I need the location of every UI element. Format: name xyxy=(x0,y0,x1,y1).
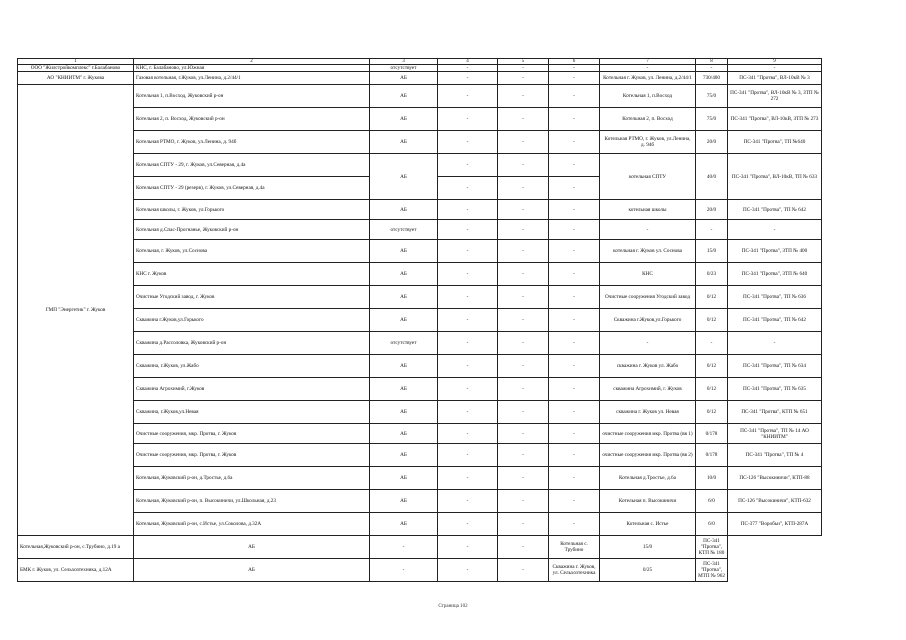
cell-c9: ПС-126 "Высокиничи", КТП-632 xyxy=(728,490,822,513)
cell-c6: - xyxy=(549,490,600,513)
cell-c3: АБ xyxy=(370,240,438,263)
cell-c4: - xyxy=(438,154,498,177)
cell-c6: - xyxy=(549,286,600,309)
cell-c2: Скважина д.Рассоловка, Жуковский р-он xyxy=(134,332,370,355)
table-row xyxy=(18,424,822,444)
cell-c9: ПС-341 "Протва", ТП № 642 xyxy=(728,200,822,220)
cell-c6: - xyxy=(549,513,600,536)
cell-c4: - xyxy=(438,490,498,513)
cell-c2: Газовая котельная, г.Жуков, ул.Ленина, д.2/44/1 xyxy=(134,72,370,85)
cell-c4: - xyxy=(438,85,498,108)
cell-c6: - xyxy=(549,309,600,332)
cell-c2: Очистные сооружения, мкр. Протва, г. Жуков xyxy=(134,444,370,467)
cell-c8: 15/0 xyxy=(600,536,696,559)
cell-c4: - xyxy=(438,220,498,240)
cell-c6: - xyxy=(498,536,549,559)
cell-c3: АБ xyxy=(370,424,438,444)
cell-c2: Котельная школы, г. Жуков, ул.Горького xyxy=(134,200,370,220)
cell-c4: - xyxy=(438,286,498,309)
cell-c6: - xyxy=(549,332,600,355)
cell-c2: Скважина, г.Жуков, ул.Жабо xyxy=(134,355,370,378)
cell-c7: Котельная с. Истье xyxy=(600,513,696,536)
cell-c5: - xyxy=(498,378,549,401)
cell-c5: - xyxy=(498,154,549,177)
cell-c2: Котельная,Жуковский р-он, с.Трубино, д.19 а xyxy=(18,536,134,559)
cell-c3: АБ xyxy=(370,154,438,200)
cell-c9: ПС-341 "Протва", ТП № 4 xyxy=(728,444,822,467)
cell-c4: - xyxy=(438,513,498,536)
cell-c5: - xyxy=(498,467,549,490)
cell-c8: 0/23 xyxy=(696,263,728,286)
cell-c7: КНС xyxy=(600,263,696,286)
table-row xyxy=(18,513,822,536)
cell-c4: - xyxy=(438,72,498,85)
cell-c8: - xyxy=(696,220,728,240)
cell-c5: - xyxy=(498,177,549,200)
cell-c3: отсутствует xyxy=(370,220,438,240)
cell-c3: отсутствует xyxy=(370,65,438,72)
cell-c2: Очистные Угодский завод, г. Жуков xyxy=(134,286,370,309)
cell-c9: ПС-126 "Высокиничи", КТП-88 xyxy=(728,467,822,490)
cell-c8: 20/0 xyxy=(696,200,728,220)
cell-c8: - xyxy=(696,65,728,72)
cell-c3: АБ xyxy=(370,401,438,424)
table-row xyxy=(18,263,822,286)
column-number: 6 xyxy=(549,59,600,65)
cell-c5: - xyxy=(498,490,549,513)
cell-c6: - xyxy=(549,401,600,424)
cell-c2: БМК г. Жуков, ул. Сельхозтехника, д.12А xyxy=(18,559,134,582)
cell-c2: Котельная, Жуковский р-он, д.Тростье, д.6а xyxy=(134,467,370,490)
cell-c6: - xyxy=(549,72,600,85)
cell-c6: - xyxy=(549,108,600,131)
cell-c6: - xyxy=(549,263,600,286)
cell-c2: Котельная д.Спас-Прогнанье, Жуковский р-он xyxy=(134,220,370,240)
cell-c4: - xyxy=(438,240,498,263)
cell-c2: Котельная 2, п. Восход, Жуковский р-он xyxy=(134,108,370,131)
cell-c4: - xyxy=(438,65,498,72)
cell-c3: АБ xyxy=(134,559,370,582)
cell-c5: - xyxy=(498,424,549,444)
cell-c5: - xyxy=(498,131,549,154)
column-number: 4 xyxy=(438,59,498,65)
cell-c7: Котельная п. Высокиничи xyxy=(600,490,696,513)
cell-c8: 0/178 xyxy=(696,424,728,444)
table-row xyxy=(18,332,822,355)
column-number: 3 xyxy=(370,59,438,65)
cell-c9: ПС-341 "Протва", ТП № 14 АО "КНИИТМ" xyxy=(728,424,822,444)
cell-c8: 0/25 xyxy=(600,559,696,582)
cell-c2: КНС, г. Балабаново, ул.Южная xyxy=(134,65,370,72)
cell-c5: - xyxy=(498,513,549,536)
cell-c2: Скважина Агрохимий, г.Жуков xyxy=(134,378,370,401)
cell-c5: - xyxy=(438,536,498,559)
table-row xyxy=(18,65,822,72)
cell-c9: - xyxy=(728,332,822,355)
cell-c7: скважина Агрохимий, г. Жуков xyxy=(600,378,696,401)
cell-c3: АБ xyxy=(370,72,438,85)
cell-c2: КНС г. Жуков xyxy=(134,263,370,286)
table-row xyxy=(18,378,822,401)
table-row xyxy=(18,286,822,309)
cell-c8: - xyxy=(696,332,728,355)
cell-c2: Котельная, г. Жуков, ул.Соснова xyxy=(134,240,370,263)
cell-c7: - xyxy=(600,65,696,72)
table-row xyxy=(18,240,822,263)
cell-c8: 730/400 xyxy=(696,72,728,85)
cell-c9: ПС-341 "Протва", КТП № 651 xyxy=(728,401,822,424)
cell-c5: - xyxy=(498,309,549,332)
table-row xyxy=(18,559,822,582)
cell-c4: - xyxy=(438,309,498,332)
cell-c3: АБ xyxy=(370,131,438,154)
cell-c9: ПС-377 "Воробьи", КТП-287А xyxy=(728,513,822,536)
cell-c8: 10/0 xyxy=(696,467,728,490)
cell-c2: Скважина г.Жуков,ул.Горького xyxy=(134,309,370,332)
cell-c8: 0/178 xyxy=(696,444,728,467)
cell-c5: - xyxy=(498,355,549,378)
cell-c2: Котельная СПТУ - 29, г. Жуков, ул.Северная, д.4а xyxy=(134,154,370,177)
cell-c9: ПС-341 "Протва", ВЛ-10кВ, ТП № 633 xyxy=(728,154,822,200)
table-row xyxy=(18,401,822,424)
cell-c6: - xyxy=(549,444,600,467)
data-table xyxy=(17,58,822,582)
cell-c3: АБ xyxy=(134,536,370,559)
cell-c8: 0/12 xyxy=(696,286,728,309)
cell-c2: Скважина, г.Жуков,ул.Невая xyxy=(134,401,370,424)
cell-c5: - xyxy=(438,559,498,582)
cell-c6: - xyxy=(549,220,600,240)
cell-c9: ПС-341 "Протва", ВЛ-10кВ, ЗТП № 273 xyxy=(728,108,822,131)
cell-c4: - xyxy=(438,177,498,200)
cell-c5: - xyxy=(498,332,549,355)
cell-c3: АБ xyxy=(370,444,438,467)
cell-c3: АБ xyxy=(370,286,438,309)
cell-c2: Котельная 1, п.Восход, Жуковский р-он xyxy=(134,85,370,108)
cell-c8: 40/0 xyxy=(696,154,728,200)
cell-c8: 6/0 xyxy=(696,513,728,536)
cell-c3: АБ xyxy=(370,200,438,220)
column-number: 8 xyxy=(696,59,728,65)
cell-c5: - xyxy=(498,401,549,424)
cell-c4: - xyxy=(438,355,498,378)
cell-c6: - xyxy=(549,467,600,490)
table-row xyxy=(18,200,822,220)
table-row xyxy=(18,131,822,154)
cell-c1: АО "КНИИТМ" г. Жукова xyxy=(18,72,134,85)
table-row xyxy=(18,220,822,240)
cell-c6: - xyxy=(498,559,549,582)
cell-c5: - xyxy=(498,200,549,220)
cell-c8: 20/0 xyxy=(696,131,728,154)
cell-c7: Котельная РТМО, г. Жуков, ул.Ленина, д. 94б xyxy=(600,131,696,154)
cell-c8: 15/0 xyxy=(696,240,728,263)
cell-c2: Котельная, Жуковский р-он, с.Истье, ул.Соколова, д.32А xyxy=(134,513,370,536)
cell-c6: - xyxy=(549,65,600,72)
cell-c4: - xyxy=(438,424,498,444)
cell-c5: - xyxy=(498,65,549,72)
cell-c7: очистные сооружения мкр. Протва (вв 2) xyxy=(600,444,696,467)
table-row xyxy=(18,72,822,85)
table-row xyxy=(18,490,822,513)
column-number: 7 xyxy=(600,59,696,65)
cell-c4: - xyxy=(438,378,498,401)
cell-c8: 0/12 xyxy=(696,401,728,424)
table-row xyxy=(18,108,822,131)
cell-c9: ПС-341 "Протва", ВЛ-10кВ № 3, ЗТП № 272 xyxy=(728,85,822,108)
document-sheet xyxy=(17,58,822,582)
cell-c6: - xyxy=(549,424,600,444)
cell-c8: 75/0 xyxy=(696,108,728,131)
cell-c8: 75/0 xyxy=(696,85,728,108)
cell-c9: ПС-341 "Протва", ЗТП № 400 xyxy=(728,240,822,263)
cell-c4: - xyxy=(438,108,498,131)
cell-c4: - xyxy=(370,559,438,582)
cell-c4: - xyxy=(438,467,498,490)
cell-c3: АБ xyxy=(370,467,438,490)
cell-c7: Котельная г. Жуков, ул. Ленина, д.2/44/1 xyxy=(600,72,696,85)
table-row xyxy=(18,444,822,467)
cell-c9: ПС-341 "Протва", ТП № 635 xyxy=(728,378,822,401)
cell-c9: - xyxy=(728,65,822,72)
cell-c4: - xyxy=(438,332,498,355)
column-number: 5 xyxy=(498,59,549,65)
cell-c7: Котельная 2, п. Восход xyxy=(600,108,696,131)
cell-c6: - xyxy=(549,154,600,177)
cell-c5: - xyxy=(498,286,549,309)
cell-c9: ПС-341 "Протва", МТП № 962 xyxy=(696,559,728,582)
cell-c3: АБ xyxy=(370,309,438,332)
column-number: 1 xyxy=(18,59,134,65)
cell-c4: - xyxy=(438,263,498,286)
table-row xyxy=(18,85,822,108)
cell-c9: ПС-341 "Протва", КТП № 180 xyxy=(696,536,728,559)
cell-c5: - xyxy=(498,263,549,286)
cell-c7: - xyxy=(600,220,696,240)
column-number: 9 xyxy=(728,59,822,65)
cell-c5: - xyxy=(498,444,549,467)
cell-c2: Очистные сооружения, мкр. Протва, г. Жуков xyxy=(134,424,370,444)
cell-c6: - xyxy=(549,177,600,200)
cell-c7: котельная СПТУ xyxy=(600,154,696,200)
cell-c8: 0/12 xyxy=(696,309,728,332)
cell-c6: - xyxy=(549,378,600,401)
cell-c4: - xyxy=(438,444,498,467)
cell-c4: - xyxy=(438,131,498,154)
table-row xyxy=(18,355,822,378)
cell-c5: - xyxy=(498,220,549,240)
cell-c3: АБ xyxy=(370,85,438,108)
cell-c6: - xyxy=(549,200,600,220)
table-row xyxy=(18,536,822,559)
cell-c3: АБ xyxy=(370,108,438,131)
cell-c8: 6/0 xyxy=(696,490,728,513)
cell-c1: ГМП "Энергетик" г. Жуков xyxy=(18,85,134,536)
cell-c7: Очистные сооружения Угодский завод xyxy=(600,286,696,309)
cell-c7: Котельная д.Тростье, д.6а xyxy=(600,467,696,490)
cell-c5: - xyxy=(498,240,549,263)
cell-c3: АБ xyxy=(370,355,438,378)
cell-c5: - xyxy=(498,108,549,131)
cell-c7: Котельная с. Трубино xyxy=(549,536,600,559)
cell-c3: АБ xyxy=(370,263,438,286)
column-number: 2 xyxy=(134,59,370,65)
cell-c2: Котельная, Жуковский р-он, п. Высокиничи, ул.Школьная, д.23 xyxy=(134,490,370,513)
cell-c3: АБ xyxy=(370,490,438,513)
cell-c8: 0/12 xyxy=(696,355,728,378)
cell-c3: АБ xyxy=(370,378,438,401)
cell-c4: - xyxy=(438,200,498,220)
cell-c9: ПС-341 "Протва", ТП № 642 xyxy=(728,309,822,332)
cell-c6: - xyxy=(549,240,600,263)
page-footer: Страница 102 xyxy=(438,604,468,609)
cell-c7: Скважина г.Жуков,ул.Горького xyxy=(600,309,696,332)
cell-c9: ПС-341 "Протва", ТП № 634 xyxy=(728,355,822,378)
table-row xyxy=(18,309,822,332)
cell-c7: Скважина г. Жуков, ул. Сельхозтехника xyxy=(549,559,600,582)
cell-c9: ПС-341 "Протва", ВЛ-10кВ № 3 xyxy=(728,72,822,85)
cell-c6: - xyxy=(549,131,600,154)
cell-c3: АБ xyxy=(370,513,438,536)
cell-c7: котельная г. Жуков ул. Соснова xyxy=(600,240,696,263)
cell-c9: - xyxy=(728,220,822,240)
cell-c2: Котельная СПТУ - 29 (резерв), г. Жуков, ул.Северная, д.4а xyxy=(134,177,370,200)
cell-c7: скважина г. Жуков ул. Невая xyxy=(600,401,696,424)
cell-c7: скважина г. Жуков ул. Жабо xyxy=(600,355,696,378)
cell-c4: - xyxy=(438,401,498,424)
cell-c3: отсутствует xyxy=(370,332,438,355)
cell-c7: Котельная 1, п.Восход xyxy=(600,85,696,108)
cell-c6: - xyxy=(549,355,600,378)
cell-c6: - xyxy=(549,85,600,108)
cell-c8: 0/12 xyxy=(696,378,728,401)
cell-c4: - xyxy=(370,536,438,559)
cell-c9: ПС-341 "Протва", ТП №640 xyxy=(728,131,822,154)
cell-c7: котельная школы xyxy=(600,200,696,220)
cell-c5: - xyxy=(498,85,549,108)
cell-c9: ПС-341 "Протва", ЗТП № 640 xyxy=(728,263,822,286)
table-row xyxy=(18,467,822,490)
cell-c7: очистные сооружения мкр. Протва (вв 1) xyxy=(600,424,696,444)
cell-c1: ООО "Жилстройкомплекс" г.Балабаново xyxy=(18,65,134,72)
cell-c5: - xyxy=(498,72,549,85)
cell-c9: ПС-341 "Протва", ТП № 636 xyxy=(728,286,822,309)
cell-c2: Котельная РТМО, г. Жуков, ул.Ленина, д. 94б xyxy=(134,131,370,154)
table-row xyxy=(18,154,822,177)
cell-c7: - xyxy=(600,332,696,355)
